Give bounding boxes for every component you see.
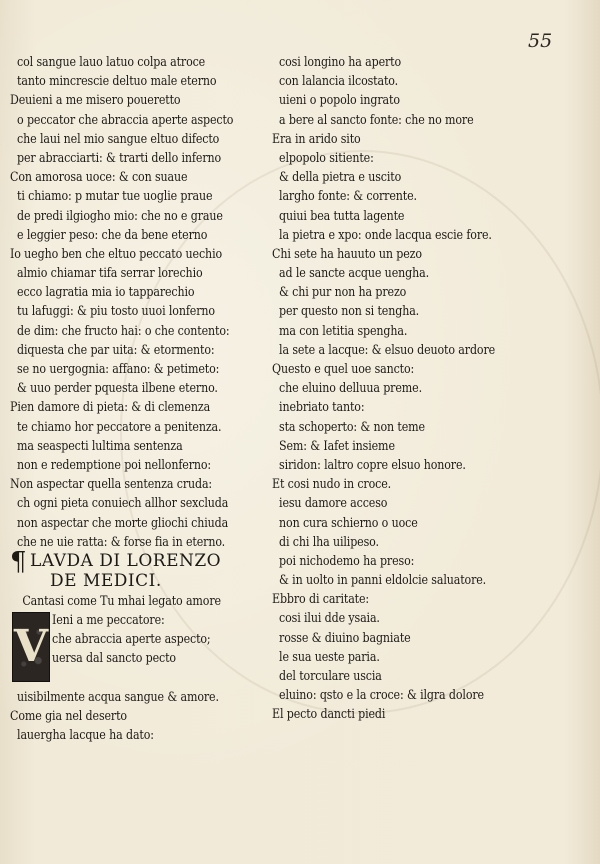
- verse-line: che eluino delluua preme.: [279, 380, 422, 396]
- verse-line: cosi ilui dde ysaia.: [279, 610, 380, 626]
- verse-line: sta schoperto: & non teme: [279, 418, 425, 434]
- right-column: [272, 52, 592, 724]
- verse-line: inebriato tanto:: [279, 399, 365, 415]
- initial-lines: [52, 610, 232, 668]
- verse-line: ch ogni pieta conuiech allhor sexcluda: [17, 495, 229, 511]
- verse-line: poi nichodemo ha preso:: [279, 552, 415, 568]
- verse-line: tu lafuggi: & piu tosto uuoi lonferno: [17, 303, 215, 319]
- verse-line: rosse & diuino bagniate: [279, 629, 411, 645]
- verse-line: almio chiamar tifa serrar lorechio: [17, 265, 203, 281]
- verse-line: de predi ilgiogho mio: che no e graue: [17, 207, 223, 223]
- verse-line: la pietra e xpo: onde lacqua escie fore.: [279, 226, 492, 242]
- verse-line: & della pietra e uscito: [279, 169, 402, 185]
- verse-line: eluino: qsto e la croce: & ilgra dolore: [279, 687, 484, 703]
- verse-line: Era in arido sito: [272, 130, 361, 146]
- verse-line: & in uolto in panni eldolcie saluatore.: [279, 572, 487, 588]
- verse-line: se no uergognia: affano: & petimeto:: [17, 361, 220, 376]
- verse-line: Con amorosa uoce: & con suaue: [10, 169, 188, 185]
- verse-line: diquesta che par uita: & etormento:: [17, 341, 215, 357]
- verse-line: Deuieni a me misero poueretto: [10, 92, 181, 108]
- verse-line: ad le sancte acque uengha.: [279, 265, 429, 281]
- verse-line: ma con letitia spengha.: [279, 322, 408, 338]
- verse-line: siridon: laltro copre elsuo honore.: [279, 456, 466, 472]
- verse-line: a bere al sancto fonte: che no more: [279, 111, 474, 127]
- verse-line: non e redemptione poi nellonferno:: [17, 456, 212, 472]
- verse-line: te chiamo hor peccatore a penitenza.: [17, 418, 222, 434]
- verse-line: non cura schierno o uoce: [279, 514, 418, 530]
- verse-line: per questo non si tengha.: [279, 303, 420, 319]
- heading-line-2: DE MEDICI.: [50, 570, 162, 591]
- verse-line: uieni o popolo ingrato: [279, 92, 400, 108]
- verse-line: Questo e quel uoe sancto:: [272, 361, 415, 376]
- verse-line: la sete a lacque: & elsuo deuoto ardore: [279, 341, 496, 357]
- verse-line: iesu damore acceso: [279, 495, 388, 511]
- verse-line: lauergha lacque ha dato:: [17, 727, 154, 743]
- folio-number: 55: [528, 30, 553, 52]
- verse-line: Io uegho ben che eltuo peccato uechio: [10, 245, 223, 261]
- pilcrow-mark: ¶: [10, 546, 28, 577]
- verse-line: Pien damore di pieta: & di clemenza: [10, 399, 211, 415]
- verse-line: che abraccia aperte aspecto;: [52, 631, 211, 647]
- verse-line: o peccator che abraccia aperte aspecto: [17, 111, 234, 127]
- verse-line: Come gia nel deserto: [10, 708, 127, 724]
- verse-line: uersa dal sancto pecto: [52, 650, 176, 666]
- verse-line: ecco lagratia mia io tapparechio: [17, 284, 195, 300]
- verse-line: di chi lha uilipeso.: [279, 533, 379, 549]
- verse-line: non aspectar che morte gliochi chiuda: [17, 514, 229, 530]
- section-heading: [10, 546, 272, 591]
- verse-line: che ne uie ratta: & forse fia in eterno.: [17, 533, 226, 549]
- verse-line: largho fonte: & corrente.: [279, 188, 417, 204]
- verse-line: ti chiamo: p mutar tue uoglie praue: [17, 188, 213, 204]
- decorated-initial-block: [10, 610, 272, 687]
- verse-line: Ebbro di caritate:: [272, 591, 370, 607]
- verse-line: Sem: & Iafet insieme: [279, 437, 395, 453]
- hymn-subtitle: Cantasi come Tu mhai legato amore: [22, 592, 221, 608]
- verse-line: cosi longino ha aperto: [279, 54, 402, 69]
- verse-line: con lalancia ilcostato.: [279, 73, 399, 89]
- verse-line: col sangue lauo latuo colpa atroce: [17, 54, 206, 69]
- verse-line: e leggier peso: che da bene eterno: [17, 226, 208, 242]
- verse-line: & chi pur non ha prezo: [279, 284, 407, 300]
- heading-line-1: LAVDA DI LORENZO: [30, 550, 222, 571]
- verse-line: le sua ueste paria.: [279, 648, 380, 664]
- verse-line: Ieni a me peccatore:: [52, 612, 165, 628]
- verse-line: Chi sete ha hauuto un pezo: [272, 245, 422, 261]
- verse-line: ma seaspecti lultima sentenza: [17, 437, 183, 453]
- verse-line: Et cosi nudo in croce.: [272, 476, 392, 492]
- decorated-initial-v: [12, 612, 50, 682]
- verse-line: quiui bea tutta lagente: [279, 207, 405, 223]
- verse-line: uisibilmente acqua sangue & amore.: [17, 689, 219, 705]
- verse-line: Non aspectar quella sentenza cruda:: [10, 476, 213, 492]
- verse-line: de dim: che fructo hai: o che contento:: [17, 322, 230, 338]
- left-verse-block-1: [10, 52, 272, 551]
- verse-line: tanto mincrescie deltuo male eterno: [17, 73, 217, 89]
- verse-line: El pecto dancti piedi: [272, 706, 386, 722]
- left-column: [10, 52, 272, 745]
- verse-line: per abracciarti: & trarti dello inferno: [17, 149, 222, 165]
- verse-line: & uuo perder pquesta ilbene eterno.: [17, 380, 218, 396]
- verse-line: del torculare uscia: [279, 668, 382, 683]
- left-verse-block-2: [10, 687, 272, 745]
- initial-letter: V: [13, 621, 49, 673]
- verse-line: elpopolo sitiente:: [279, 149, 374, 165]
- verse-line: che laui nel mio sangue eltuo difecto: [17, 130, 220, 146]
